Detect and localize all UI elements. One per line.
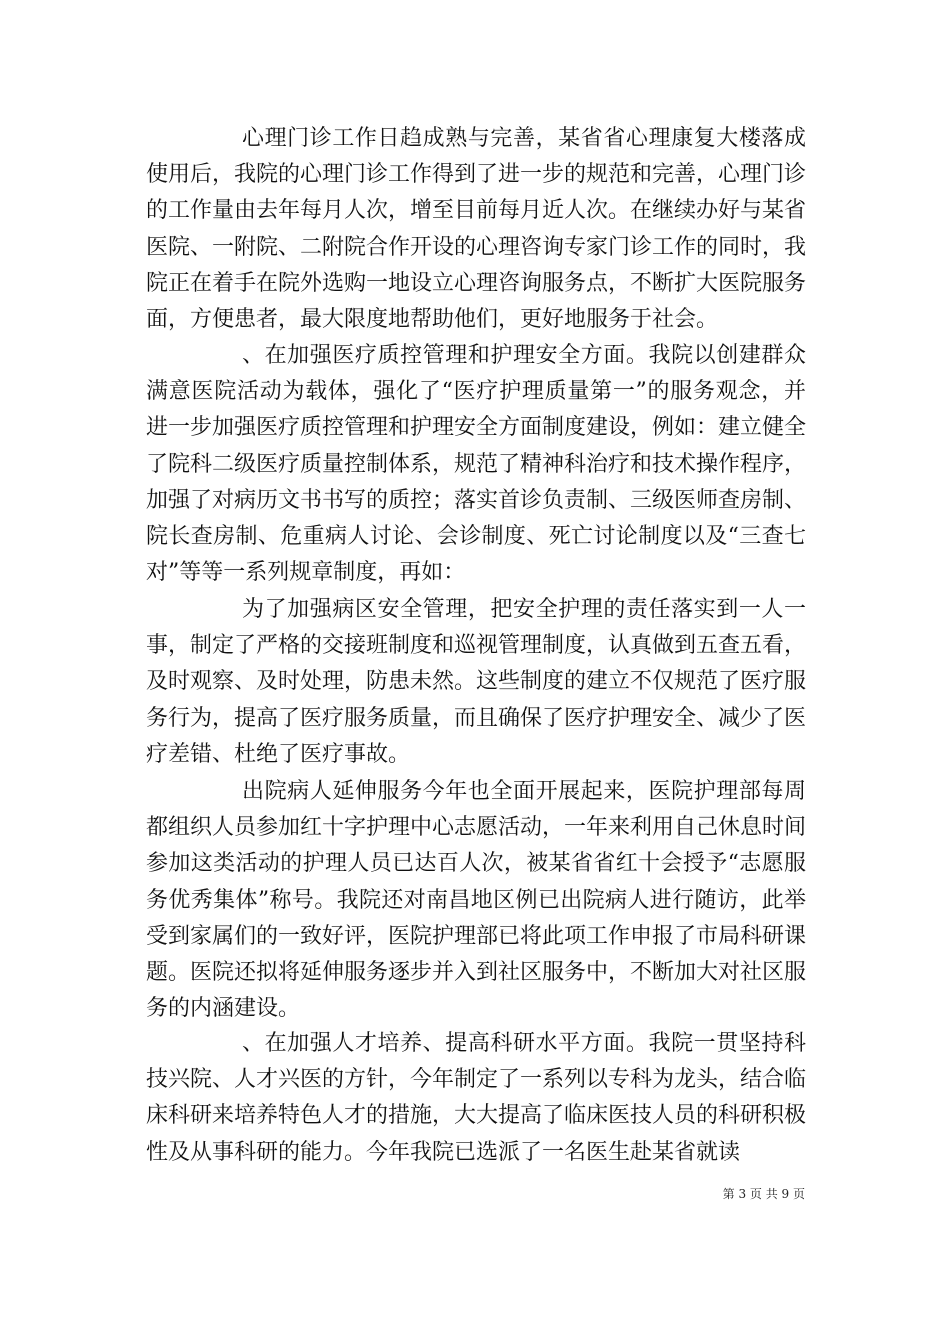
paragraph-quality-control: 、在加强医疗质控管理和护理安全方面。我院以创建群众满意医院活动为载体，强化了“医疗护理质量第一”的服务观念，并进一步加强医疗质控管理和护理安全方面制度建设，例如：建立健全了院科二级医疗质量控制体系，规范了精神科治疗和技术操作程序，加强了对病历文书书写的质控；落实首诊负责制、三级医师查房制、院长查房制、危重病人讨论、会诊制度、死亡讨论制度以及“三查七对”等等一系列规章制度，再如： (146, 343, 807, 586)
paragraph-extended-service: 出院病人延伸服务今年也全面开展起来，医院护理部每周都组织人员参加红十字护理中心志愿活动，一年来利用自己休息时间参加这类活动的护理人员已达百人次，被某省省红十会授予“志愿服务优秀集体”称号。我院还对南昌地区例已出院病人进行随访，此举受到家属们的一致好评，医院护理部已将此项工作申报了市局科研课题。医院还拟将延伸服务逐步并入到社区服务中，不断加大对社区服务的内涵建设。 (146, 779, 807, 1022)
page-number-footer: 第 3 页 共 9 页 (722, 1187, 805, 1201)
paragraph-ward-safety: 为了加强病区安全管理，把安全护理的责任落实到一人一事，制定了严格的交接班制度和巡视管理制度，认真做到五查五看，及时观察、及时处理，防患未然。这些制度的建立不仅规范了医疗服务行为，提高了医疗服务质量，而且确保了医疗护理安全、减少了医疗差错、杜绝了医疗事故。 (146, 597, 807, 767)
paragraph-psych-clinic: 心理门诊工作日趋成熟与完善，某省省心理康复大楼落成使用后，我院的心理门诊工作得到了进一步的规范和完善，心理门诊的工作量由去年每月人次，增至目前每月近人次。在继续办好与某省医院、一附院、二附院合作开设的心理咨询专家门诊工作的同时，我院正在着手在院外选购一地设立心理咨询服务点，不断扩大医院服务面，方便患者，最大限度地帮助他们，更好地服务于社会。 (146, 126, 807, 333)
paragraph-talent-training: 、在加强人才培养、提高科研水平方面。我院一贯坚持科技兴院、人才兴医的方针，今年制定了一系列以专科为龙头，结合临床科研来培养特色人才的措施，大大提高了临床医技人员的科研积极性及从事科研的能力。今年我院已选派了一名医生赴某省就读 (146, 1031, 807, 1165)
